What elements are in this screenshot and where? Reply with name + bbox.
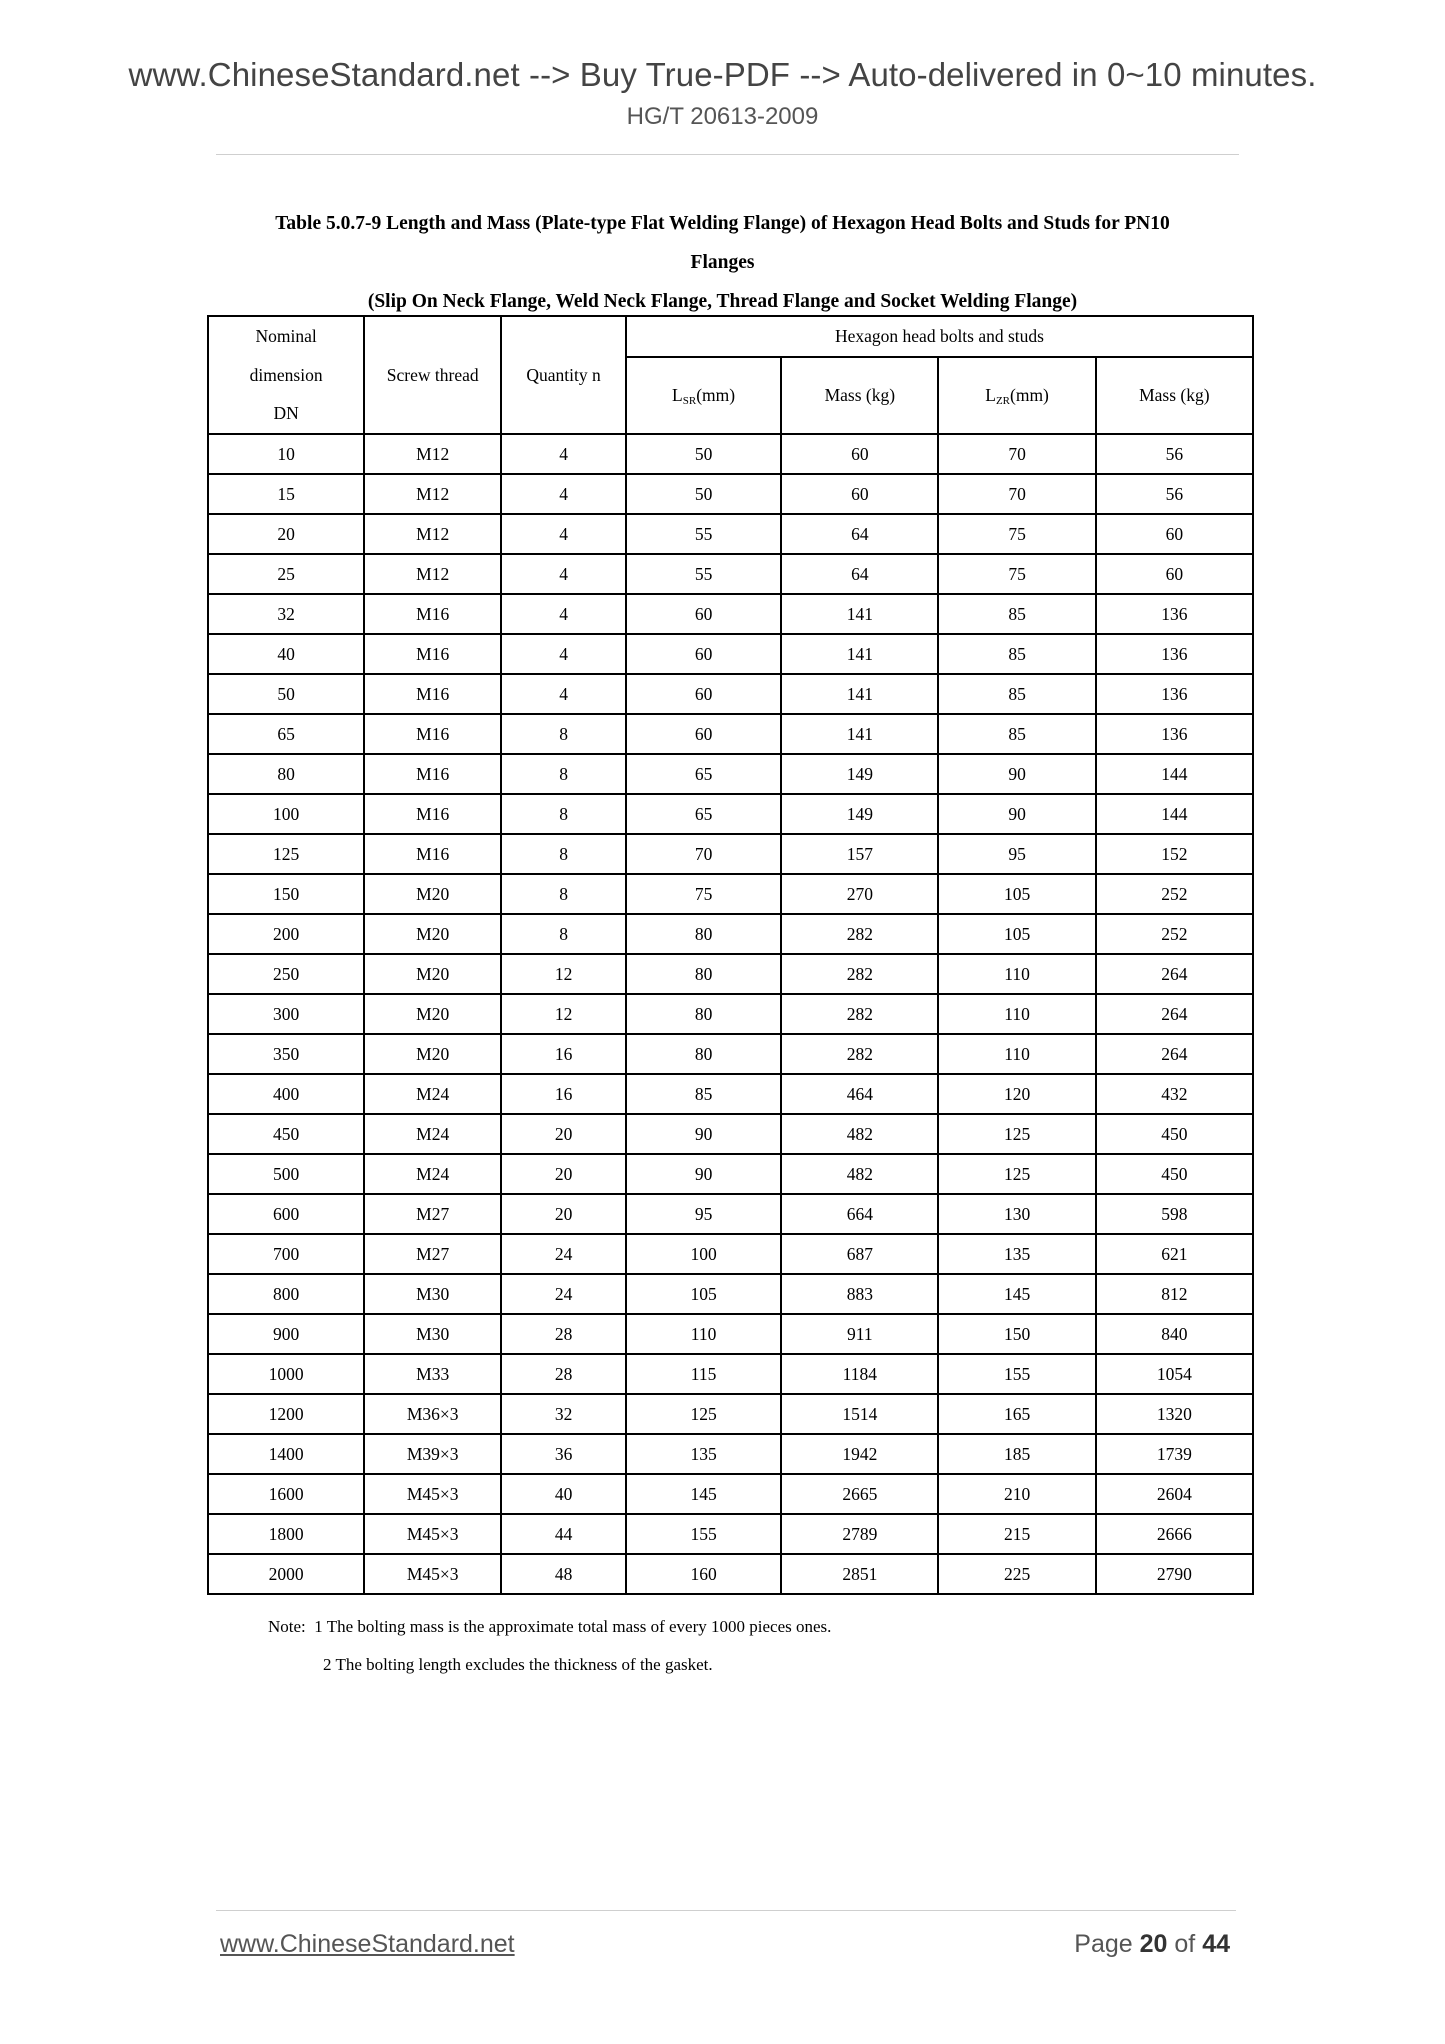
- cell-lzr: 215: [938, 1514, 1095, 1554]
- cell-dn: 1600: [208, 1474, 364, 1514]
- table-row: [208, 754, 1253, 794]
- cell-mass-lzr: 56: [1096, 474, 1253, 514]
- cell-mass-lsr: 60: [781, 474, 938, 514]
- cell-dn: 80: [208, 754, 364, 794]
- cell-mass-lsr: 270: [781, 874, 938, 914]
- header-mass-1: Mass (kg): [781, 357, 938, 434]
- cell-screw-thread: M20: [364, 994, 501, 1034]
- cell-mass-lzr: 2790: [1096, 1554, 1253, 1594]
- table-row: [208, 794, 1253, 834]
- table-row: [208, 1314, 1253, 1354]
- cell-screw-thread: M16: [364, 634, 501, 674]
- cell-dn: 100: [208, 794, 364, 834]
- cell-lsr: 60: [626, 674, 781, 714]
- cell-screw-thread: M27: [364, 1234, 501, 1274]
- cell-mass-lzr: 621: [1096, 1234, 1253, 1274]
- cell-screw-thread: M16: [364, 714, 501, 754]
- cell-mass-lsr: 60: [781, 434, 938, 474]
- cell-lzr: 165: [938, 1394, 1095, 1434]
- cell-lzr: 85: [938, 714, 1095, 754]
- cell-mass-lzr: 56: [1096, 434, 1253, 474]
- cell-screw-thread: M12: [364, 474, 501, 514]
- table-row: [208, 1114, 1253, 1154]
- cell-quantity: 16: [501, 1074, 626, 1114]
- cell-lsr: 80: [626, 914, 781, 954]
- header-lzr-main: L: [985, 385, 996, 406]
- cell-dn: 15: [208, 474, 364, 514]
- table-row: [208, 1434, 1253, 1474]
- cell-lsr: 55: [626, 554, 781, 594]
- cell-dn: 400: [208, 1074, 364, 1114]
- cell-quantity: 44: [501, 1514, 626, 1554]
- cell-lsr: 90: [626, 1154, 781, 1194]
- cell-screw-thread: M16: [364, 674, 501, 714]
- table-row: [208, 1234, 1253, 1274]
- footer-divider: [216, 1910, 1236, 1911]
- cell-dn: 600: [208, 1194, 364, 1234]
- cell-lzr: 135: [938, 1234, 1095, 1274]
- cell-lsr: 90: [626, 1114, 781, 1154]
- caption-line-1: Table 5.0.7-9 Length and Mass (Plate-type Flat Welding Flange) of Hexagon Head Bolts and Studs for PN10: [275, 213, 1170, 234]
- cell-quantity: 4: [501, 434, 626, 474]
- table-row: [208, 1274, 1253, 1314]
- cell-mass-lzr: 136: [1096, 714, 1253, 754]
- cell-quantity: 4: [501, 674, 626, 714]
- cell-lsr: 115: [626, 1354, 781, 1394]
- cell-mass-lsr: 1942: [781, 1434, 938, 1474]
- cell-mass-lsr: 1514: [781, 1394, 938, 1434]
- cell-lzr: 125: [938, 1114, 1095, 1154]
- cell-mass-lsr: 64: [781, 514, 938, 554]
- cell-dn: 300: [208, 994, 364, 1034]
- cell-lzr: 155: [938, 1354, 1095, 1394]
- cell-lsr: 145: [626, 1474, 781, 1514]
- cell-lsr: 65: [626, 754, 781, 794]
- cell-mass-lzr: 2604: [1096, 1474, 1253, 1514]
- cell-dn: 900: [208, 1314, 364, 1354]
- cell-lzr: 150: [938, 1314, 1095, 1354]
- cell-mass-lsr: 464: [781, 1074, 938, 1114]
- cell-mass-lsr: 883: [781, 1274, 938, 1314]
- cell-lzr: 105: [938, 914, 1095, 954]
- header-lsr-sub: SR: [682, 395, 697, 408]
- header-lzr-unit: (mm): [1010, 385, 1049, 406]
- cell-quantity: 24: [501, 1234, 626, 1274]
- header-nominal-line-1: Nominal: [255, 326, 317, 346]
- cell-mass-lzr: 144: [1096, 794, 1253, 834]
- cell-screw-thread: M16: [364, 594, 501, 634]
- cell-dn: 50: [208, 674, 364, 714]
- cell-quantity: 8: [501, 794, 626, 834]
- cell-lsr: 75: [626, 874, 781, 914]
- cell-mass-lsr: 282: [781, 954, 938, 994]
- table-row: [208, 634, 1253, 674]
- header-lsr-main: L: [672, 385, 683, 406]
- cell-dn: 800: [208, 1274, 364, 1314]
- cell-lsr: 80: [626, 954, 781, 994]
- cell-lsr: 95: [626, 1194, 781, 1234]
- header-mass-2: Mass (kg): [1096, 357, 1253, 434]
- footer-site-link[interactable]: www.ChineseStandard.net: [220, 1930, 515, 1958]
- cell-lzr: 210: [938, 1474, 1095, 1514]
- cell-dn: 1400: [208, 1434, 364, 1474]
- cell-dn: 450: [208, 1114, 364, 1154]
- cell-screw-thread: M16: [364, 794, 501, 834]
- cell-screw-thread: M33: [364, 1354, 501, 1394]
- header-lsr: [626, 357, 781, 434]
- cell-screw-thread: M12: [364, 554, 501, 594]
- cell-lzr: 85: [938, 634, 1095, 674]
- cell-screw-thread: M24: [364, 1074, 501, 1114]
- cell-quantity: 24: [501, 1274, 626, 1314]
- cell-screw-thread: M20: [364, 954, 501, 994]
- cell-screw-thread: M16: [364, 754, 501, 794]
- cell-mass-lsr: 482: [781, 1114, 938, 1154]
- cell-screw-thread: M24: [364, 1154, 501, 1194]
- cell-lsr: 55: [626, 514, 781, 554]
- cell-lzr: 95: [938, 834, 1095, 874]
- cell-mass-lzr: 1320: [1096, 1394, 1253, 1434]
- cell-mass-lzr: 2666: [1096, 1514, 1253, 1554]
- cell-mass-lzr: 136: [1096, 634, 1253, 674]
- cell-mass-lsr: 282: [781, 994, 938, 1034]
- cell-mass-lsr: 149: [781, 754, 938, 794]
- cell-mass-lzr: 264: [1096, 994, 1253, 1034]
- cell-dn: 150: [208, 874, 364, 914]
- cell-mass-lzr: 450: [1096, 1154, 1253, 1194]
- cell-quantity: 8: [501, 874, 626, 914]
- cell-lzr: 110: [938, 954, 1095, 994]
- cell-quantity: 8: [501, 754, 626, 794]
- cell-quantity: 28: [501, 1354, 626, 1394]
- cell-mass-lzr: 432: [1096, 1074, 1253, 1114]
- cell-mass-lzr: 152: [1096, 834, 1253, 874]
- table-row: [208, 994, 1253, 1034]
- cell-dn: 40: [208, 634, 364, 674]
- table-row: [208, 1074, 1253, 1114]
- cell-lsr: 160: [626, 1554, 781, 1594]
- header-divider: [216, 154, 1239, 155]
- cell-lsr: 80: [626, 1034, 781, 1074]
- cell-mass-lzr: 264: [1096, 1034, 1253, 1074]
- cell-lsr: 105: [626, 1274, 781, 1314]
- note-1: Note: 1 The bolting mass is the approximate total mass of every 1000 pieces ones.: [268, 1617, 832, 1636]
- cell-dn: 20: [208, 514, 364, 554]
- cell-mass-lsr: 282: [781, 1034, 938, 1074]
- header-nominal-line-2: dimension: [249, 364, 323, 385]
- header-lzr: [938, 357, 1095, 434]
- table-row: [208, 1154, 1253, 1194]
- cell-quantity: 4: [501, 554, 626, 594]
- cell-quantity: 40: [501, 1474, 626, 1514]
- cell-mass-lsr: 141: [781, 674, 938, 714]
- note-2: 2 The bolting length excludes the thickness of the gasket.: [323, 1655, 713, 1674]
- cell-quantity: 12: [501, 954, 626, 994]
- cell-lzr: 90: [938, 794, 1095, 834]
- cell-screw-thread: M36×3: [364, 1394, 501, 1434]
- cell-screw-thread: M20: [364, 914, 501, 954]
- cell-mass-lzr: 136: [1096, 674, 1253, 714]
- cell-dn: 200: [208, 914, 364, 954]
- cell-lsr: 50: [626, 474, 781, 514]
- cell-quantity: 4: [501, 474, 626, 514]
- cell-mass-lzr: 60: [1096, 514, 1253, 554]
- table-row: [208, 914, 1253, 954]
- cell-screw-thread: M27: [364, 1194, 501, 1234]
- cell-lzr: 225: [938, 1554, 1095, 1594]
- cell-lsr: 60: [626, 714, 781, 754]
- cell-quantity: 4: [501, 634, 626, 674]
- cell-lsr: 65: [626, 794, 781, 834]
- cell-quantity: 8: [501, 834, 626, 874]
- page-indicator: [1074, 1930, 1230, 1959]
- table-header: [208, 316, 1253, 434]
- cell-lzr: 75: [938, 554, 1095, 594]
- table-row: [208, 1514, 1253, 1554]
- cell-dn: 1800: [208, 1514, 364, 1554]
- download-banner: www.ChineseStandard.net --> Buy True-PDF --> Auto-delivered in 0~10 minutes.: [128, 56, 1317, 93]
- cell-dn: 250: [208, 954, 364, 994]
- cell-lzr: 130: [938, 1194, 1095, 1234]
- cell-dn: 700: [208, 1234, 364, 1274]
- cell-dn: 500: [208, 1154, 364, 1194]
- of-word: of: [1174, 1930, 1196, 1958]
- cell-lsr: 100: [626, 1234, 781, 1274]
- cell-mass-lsr: 141: [781, 634, 938, 674]
- cell-lzr: 125: [938, 1154, 1095, 1194]
- cell-quantity: 8: [501, 714, 626, 754]
- header-hexagon-group: Hexagon head bolts and studs: [626, 316, 1253, 357]
- cell-lsr: 80: [626, 994, 781, 1034]
- cell-mass-lsr: 282: [781, 914, 938, 954]
- cell-lsr: 135: [626, 1434, 781, 1474]
- header-nominal-line-3: DN: [273, 403, 299, 423]
- cell-lzr: 85: [938, 594, 1095, 634]
- cell-dn: 350: [208, 1034, 364, 1074]
- cell-mass-lsr: 141: [781, 714, 938, 754]
- cell-dn: 25: [208, 554, 364, 594]
- cell-dn: 1000: [208, 1354, 364, 1394]
- cell-screw-thread: M45×3: [364, 1514, 501, 1554]
- cell-mass-lsr: 2789: [781, 1514, 938, 1554]
- cell-mass-lsr: 64: [781, 554, 938, 594]
- cell-quantity: 28: [501, 1314, 626, 1354]
- cell-lsr: 60: [626, 594, 781, 634]
- cell-screw-thread: M20: [364, 874, 501, 914]
- table-notes: [268, 1608, 831, 1684]
- cell-mass-lzr: 840: [1096, 1314, 1253, 1354]
- standard-code: HG/T 20613-2009: [626, 103, 819, 130]
- cell-mass-lzr: 60: [1096, 554, 1253, 594]
- cell-quantity: 4: [501, 594, 626, 634]
- cell-lzr: 85: [938, 674, 1095, 714]
- table-body: [208, 434, 1253, 1594]
- cell-dn: 2000: [208, 1554, 364, 1594]
- cell-lsr: 70: [626, 834, 781, 874]
- table-row: [208, 1554, 1253, 1594]
- cell-lzr: 110: [938, 994, 1095, 1034]
- cell-screw-thread: M24: [364, 1114, 501, 1154]
- cell-lzr: 90: [938, 754, 1095, 794]
- cell-mass-lsr: 2851: [781, 1554, 938, 1594]
- cell-quantity: 12: [501, 994, 626, 1034]
- cell-lzr: 110: [938, 1034, 1095, 1074]
- cell-lsr: 85: [626, 1074, 781, 1114]
- cell-screw-thread: M12: [364, 434, 501, 474]
- cell-dn: 65: [208, 714, 364, 754]
- table-row: [208, 1394, 1253, 1434]
- table-row: [208, 514, 1253, 554]
- cell-screw-thread: M30: [364, 1274, 501, 1314]
- cell-quantity: 16: [501, 1034, 626, 1074]
- header-lzr-sub: ZR: [995, 395, 1010, 408]
- cell-mass-lsr: 687: [781, 1234, 938, 1274]
- table-row: [208, 714, 1253, 754]
- cell-mass-lzr: 812: [1096, 1274, 1253, 1314]
- table-row: [208, 1194, 1253, 1234]
- cell-mass-lsr: 2665: [781, 1474, 938, 1514]
- cell-dn: 32: [208, 594, 364, 634]
- table-row: [208, 554, 1253, 594]
- page-word: Page: [1074, 1930, 1133, 1958]
- cell-dn: 125: [208, 834, 364, 874]
- table-row: [208, 834, 1253, 874]
- cell-mass-lzr: 144: [1096, 754, 1253, 794]
- header-lsr-unit: (mm): [696, 385, 736, 406]
- table-row: [208, 954, 1253, 994]
- cell-screw-thread: M20: [364, 1034, 501, 1074]
- cell-mass-lsr: 482: [781, 1154, 938, 1194]
- cell-screw-thread: M12: [364, 514, 501, 554]
- cell-mass-lzr: 598: [1096, 1194, 1253, 1234]
- table-row: [208, 874, 1253, 914]
- caption-line-2: Flanges: [690, 252, 755, 273]
- table-row: [208, 1474, 1253, 1514]
- caption-line-3: (Slip On Neck Flange, Weld Neck Flange, Thread Flange and Socket Welding Flange): [367, 291, 1078, 312]
- bolt-length-mass-table: [207, 315, 1254, 1595]
- table-row: [208, 474, 1253, 514]
- cell-quantity: 48: [501, 1554, 626, 1594]
- cell-mass-lsr: 149: [781, 794, 938, 834]
- cell-dn: 10: [208, 434, 364, 474]
- cell-lsr: 50: [626, 434, 781, 474]
- cell-lsr: 60: [626, 634, 781, 674]
- page-total: 44: [1202, 1930, 1230, 1958]
- cell-mass-lsr: 911: [781, 1314, 938, 1354]
- cell-dn: 1200: [208, 1394, 364, 1434]
- cell-quantity: 4: [501, 514, 626, 554]
- cell-quantity: 36: [501, 1434, 626, 1474]
- page-number: 20: [1139, 1930, 1168, 1958]
- cell-screw-thread: M45×3: [364, 1474, 501, 1514]
- header-quantity: Quantity n: [501, 316, 626, 434]
- header-screw-thread: Screw thread: [364, 316, 501, 434]
- cell-mass-lsr: 664: [781, 1194, 938, 1234]
- cell-lzr: 145: [938, 1274, 1095, 1314]
- cell-lzr: 70: [938, 474, 1095, 514]
- cell-mass-lzr: 252: [1096, 874, 1253, 914]
- cell-mass-lzr: 252: [1096, 914, 1253, 954]
- table-row: [208, 594, 1253, 634]
- cell-mass-lsr: 141: [781, 594, 938, 634]
- cell-screw-thread: M45×3: [364, 1554, 501, 1594]
- cell-mass-lzr: 264: [1096, 954, 1253, 994]
- cell-lzr: 120: [938, 1074, 1095, 1114]
- cell-mass-lsr: 157: [781, 834, 938, 874]
- table-row: [208, 1354, 1253, 1394]
- cell-mass-lzr: 136: [1096, 594, 1253, 634]
- table-caption: [160, 204, 1285, 321]
- cell-quantity: 32: [501, 1394, 626, 1434]
- cell-lzr: 75: [938, 514, 1095, 554]
- cell-lsr: 125: [626, 1394, 781, 1434]
- table-row: [208, 434, 1253, 474]
- cell-lzr: 185: [938, 1434, 1095, 1474]
- cell-screw-thread: M39×3: [364, 1434, 501, 1474]
- cell-screw-thread: M30: [364, 1314, 501, 1354]
- header-nominal-dimension: [208, 316, 364, 434]
- cell-screw-thread: M16: [364, 834, 501, 874]
- cell-mass-lzr: 450: [1096, 1114, 1253, 1154]
- cell-quantity: 20: [501, 1114, 626, 1154]
- cell-lsr: 155: [626, 1514, 781, 1554]
- cell-quantity: 8: [501, 914, 626, 954]
- cell-quantity: 20: [501, 1154, 626, 1194]
- cell-lsr: 110: [626, 1314, 781, 1354]
- table-row: [208, 1034, 1253, 1074]
- cell-lzr: 70: [938, 434, 1095, 474]
- table-row: [208, 674, 1253, 714]
- cell-mass-lzr: 1739: [1096, 1434, 1253, 1474]
- cell-mass-lzr: 1054: [1096, 1354, 1253, 1394]
- cell-mass-lsr: 1184: [781, 1354, 938, 1394]
- cell-lzr: 105: [938, 874, 1095, 914]
- cell-quantity: 20: [501, 1194, 626, 1234]
